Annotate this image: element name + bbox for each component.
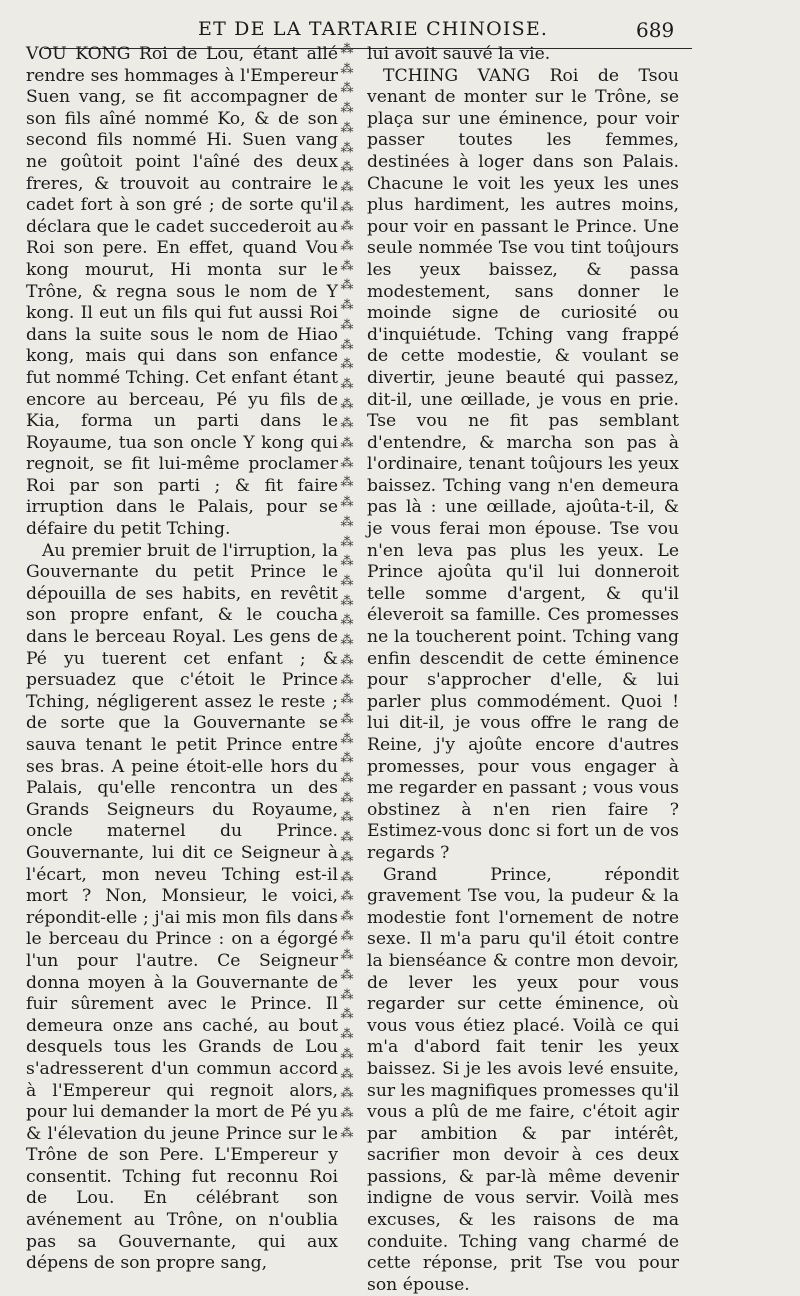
ornament-glyph: ⁂ [340,968,354,984]
ornament-glyph: ⁂ [340,928,354,944]
ornament-glyph: ⁂ [340,554,354,570]
paragraph: Au premier bruit de l'irruption, la Gouvernante du petit Prince le dépouilla de ses habits, en revêtit son propre enfant, & le coucha dans le berceau Royal. Les gens de Pé yu tuerent cet enfant ; & persuadez que c'étoit le Prince Tching, négligerent assez le reste ; de sorte que la Gouvernante se sauva tenant le petit Prince entre ses bras. A peine étoit-elle hors du Palais, qu'elle rencontra un des Grands Seigneurs du Royaume, oncle maternel du Prince. Gouvernante, lui dit ce Seigneur à l'écart, mon neveu Tching est-il mort ? Non, Monsieur, le voici, répondit-elle ; j'ai mis mon fils dans le berceau du Prince : on a égorgé l'un pour l'autre. Ce Seigneur donna moyen à la Gouvernante de fuir sûrement avec le Prince. Il demeura onze ans caché, au bout desquels tous les Grands de Lou s'adresserent d'un commun accord à l'Empereur qui regnoit alors, pour lui demander la mort de Pé yu & l'élevation du jeune Prince sur le Trône de son Pere. L'Empereur y consentit. Tching fut reconnu Roi de Lou. En célébrant son avénement au Trône, on n'oublia pas sa Gouvernante, qui aux dépens de son propre sang, [26,540,338,1274]
paragraph: TCHING VANG Roi de Tsou venant de monter sur le Trône, se plaça sur une éminence, pour voir passer toutes les femmes, destinées à loger dans son Palais. Chacune le voit les yeux les unes plus hardiment, les autres moins, pour voir en passant le Prince. Une seule nommée Tse vou tint toûjours les yeux baissez, & passa modestement, sans donner le moinde signe de curiosité ou d'inquiétude. Tching vang frappé de cette modestie, & voulant se divertir, jeune beauté qui passez, dit-il, une œillade, je vous en prie. Tse vou ne fit pas semblant d'entendre, & marcha son pas à l'ordinaire, tenant toûjours les yeux baissez. Tching vang n'en demeura pas là : une œillade, ajoûta-t-il, & je vous ferai mon épouse. Tse vou n'en leva pas plus les yeux. Le Prince ajoûta qu'il lui donneroit telle somme d'argent, & qu'il éleveroit sa famille. Ces promesses ne la toucherent point. Tching vang enfin descendit de cette éminence pour s'approcher d'elle, & lui parler plus commodément. Quoi ! lui dit-il, je vous offre le rang de Reine, j'y ajoûte encore d'autres promesses, pour vous engager à me regarder en passant ; vous vous obstinez à n'en rien faire ? Estimez-vous donc si fort un de vos regards ? [367,65,679,863]
ornament-glyph: ⁂ [340,1125,354,1141]
ornament-glyph: ⁂ [340,455,354,471]
paragraph: Grand Prince, répondit gravement Tse vou, la pudeur & la modestie font l'ornement de notre sexe. Il m'a paru qu'il étoit contre la bienséance & contre mon devoir, de lever les yeux pour vous regarder sur cette éminence, où vous vous étiez placé. Voilà ce qui m'a d'abord fait tenir les yeux baissez. Si je les avois levé ensuite, sur les magnifiques promesses qu'il vous a plû de me faire, c'étoit agir par ambition & par intérêt, sacrifier mon devoir à ces deux passions, & par-là même devenir indigne de vous servir. Voilà mes excuses, & les raisons de ma conduite. Tching vang charmé de cette réponse, prit Tse vou pour son épouse. [367,864,679,1295]
ornament-glyph: ⁂ [340,573,354,589]
ornament-glyph: ⁂ [340,396,354,412]
ornament-glyph: ⁂ [340,475,354,491]
ornament-glyph: ⁂ [340,160,354,176]
ornament-glyph: ⁂ [340,81,354,97]
ornament-glyph: ⁂ [340,495,354,511]
ornament-glyph: ⁂ [340,1027,354,1043]
left-column [26,44,338,1275]
running-title: ET DE LA TARTARIE CHINOISE. [198,18,549,40]
ornament-glyph: ⁂ [340,790,354,806]
ornament-glyph: ⁂ [340,948,354,964]
ornament-glyph: ⁂ [340,908,354,924]
ornament-glyph: ⁂ [340,534,354,550]
ornament-glyph: ⁂ [340,239,354,255]
ornament-glyph: ⁂ [340,692,354,708]
ornament-glyph: ⁂ [340,869,354,885]
ornament-glyph: ⁂ [340,889,354,905]
ornament-glyph: ⁂ [340,298,354,314]
right-column [367,44,679,1296]
ornament-glyph: ⁂ [340,337,354,353]
ornament-glyph: ⁂ [340,613,354,629]
ornament-glyph: ⁂ [340,633,354,649]
ornament-glyph: ⁂ [340,849,354,865]
ornament-glyph: ⁂ [340,514,354,530]
ornament-glyph: ⁂ [340,416,354,432]
ornament-glyph: ⁂ [340,1086,354,1102]
column-ornament-divider [340,40,354,1141]
ornament-glyph: ⁂ [340,593,354,609]
ornament-glyph: ⁂ [340,1105,354,1121]
page-header [0,14,800,44]
ornament-glyph: ⁂ [340,357,354,373]
ornament-glyph: ⁂ [340,376,354,392]
paragraph: lui avoit sauvé la vie. [367,44,551,64]
ornament-glyph: ⁂ [340,179,354,195]
ornament-glyph: ⁂ [340,120,354,136]
ornament-glyph: ⁂ [340,771,354,787]
ornament-glyph: ⁂ [340,219,354,235]
page-number: 689 [636,18,675,42]
ornament-glyph: ⁂ [340,61,354,77]
ornament-glyph: ⁂ [340,810,354,826]
ornament-glyph: ⁂ [340,42,354,57]
ornament-glyph: ⁂ [340,672,354,688]
paragraph: VOU KONG Roi de Lou, étant allé rendre ses hommages à l'Empereur Suen vang, se fit accompagner de son fils aîné nommé Ko, & de son second fils nommé Hi. Suen vang ne goûtoit point l'aîné des deux freres, & trouvoit au contraire le cadet fort à son gré ; de sorte qu'il déclara que le cadet succederoit au Roi son pere. En effet, quand Vou kong mourut, Hi monta sur le Trône, & regna sous le nom de Y kong. Il eut un fils qui fut aussi Roi dans la suite sous le nom de Hiao kong, mais qui dans son enfance fut nommé Tching. Cet enfant étant encore au berceau, Pé yu fils de Kia, forma un parti dans le Royaume, tua son oncle Y kong qui regnoit, se fit lui-même proclamer Roi par son parti ; & fit faire irruption dans le Palais, pour se défaire du petit Tching. [26,44,338,540]
ornament-glyph: ⁂ [340,731,354,747]
ornament-glyph: ⁂ [340,258,354,274]
ornament-glyph: ⁂ [340,1007,354,1023]
ornament-glyph: ⁂ [340,101,354,117]
ornament-glyph: ⁂ [340,140,354,156]
ornament-glyph: ⁂ [340,830,354,846]
ornament-glyph: ⁂ [340,652,354,668]
ornament-glyph: ⁂ [340,199,354,215]
ornament-glyph: ⁂ [340,317,354,333]
ornament-glyph: ⁂ [340,751,354,767]
ornament-glyph: ⁂ [340,1066,354,1082]
ornament-glyph: ⁂ [340,278,354,294]
ornament-glyph: ⁂ [340,1046,354,1062]
ornament-glyph: ⁂ [340,436,354,452]
ornament-glyph: ⁂ [340,987,354,1003]
ornament-glyph: ⁂ [340,711,354,727]
